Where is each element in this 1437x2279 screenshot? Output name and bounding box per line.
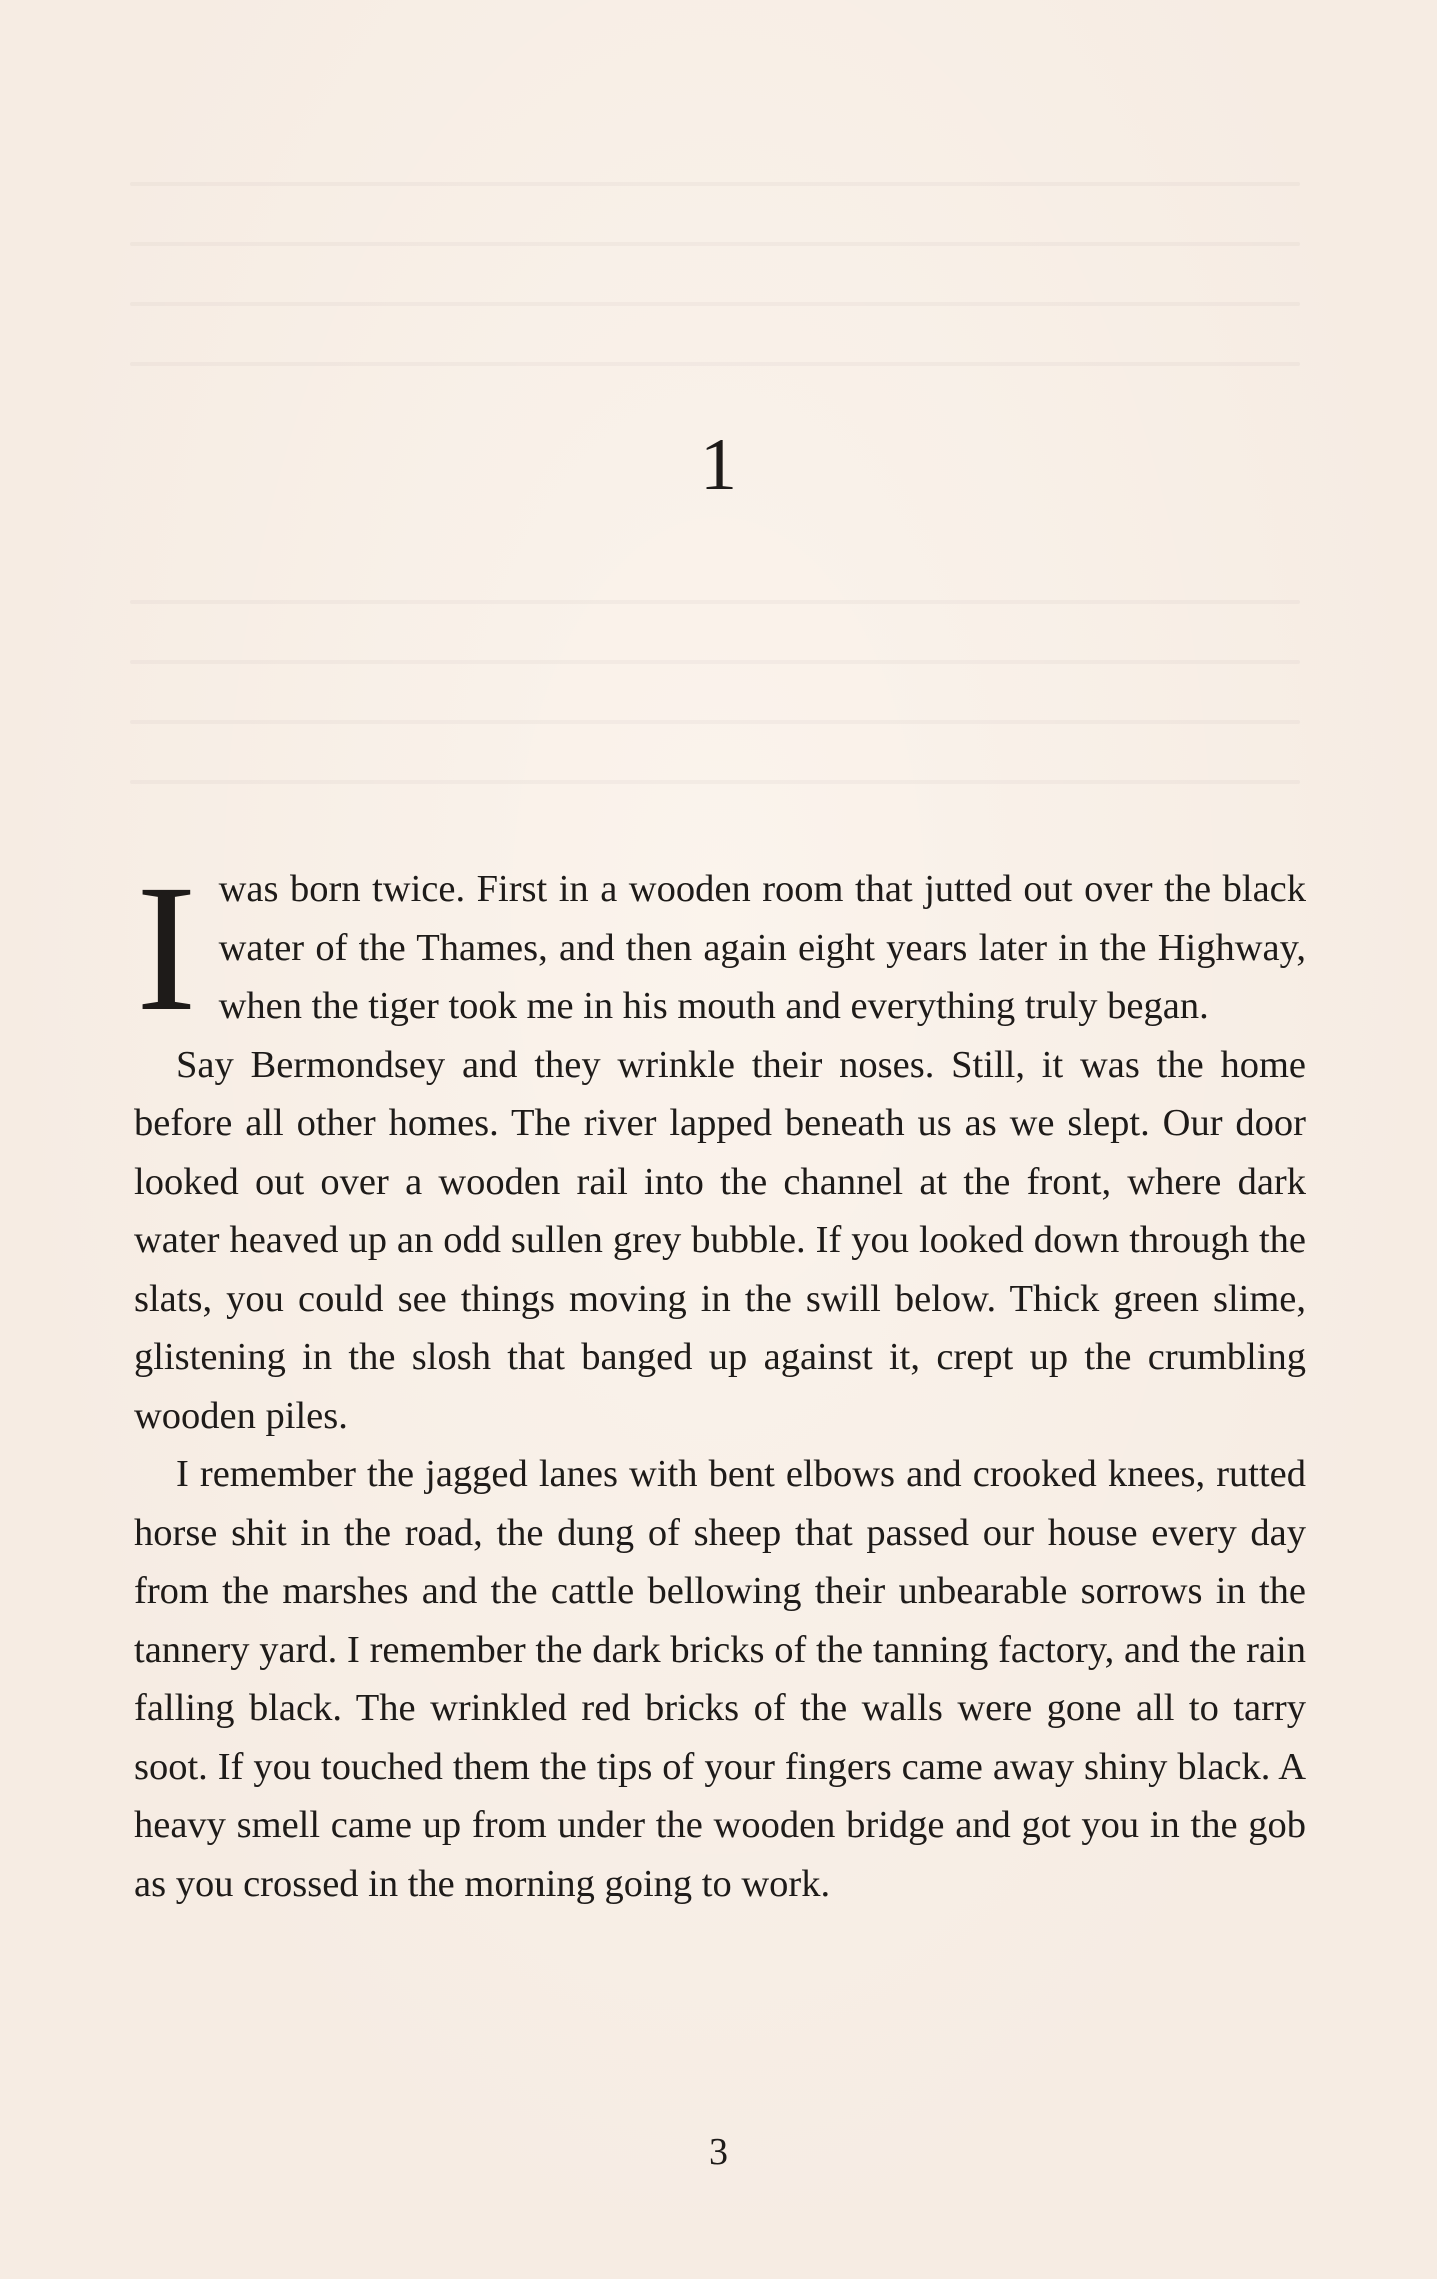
show-through-line <box>130 302 1300 306</box>
drop-cap: I <box>136 848 197 1049</box>
paragraph-opening-text: was born twice. First in a wooden room that jutted out over the black water of the Thames, and then again eight years later in the Highway, when the tiger took me in his mouth and everything truly began. <box>218 868 1306 1027</box>
chapter-number: 1 <box>700 424 737 506</box>
page-number: 3 <box>709 2131 728 2173</box>
show-through-line <box>130 182 1300 186</box>
show-through-line <box>130 720 1300 724</box>
chapter-body <box>134 848 1306 1913</box>
paragraph-second: Say Bermondsey and they wrinkle their noses. Still, it was the home before all other homes. The river lapped beneath us as we slept. Our door looked out over a wooden rail into the channel at the front, where dark water heaved up an odd sullen grey bubble. If you looked down through the slats, you could see things moving in the swill below. Thick green slime, glistening in the slosh that banged up against it, crept up the crumbling wooden piles. <box>134 1043 1306 1437</box>
show-through-line <box>130 780 1300 784</box>
paragraph-opening <box>134 848 1306 1049</box>
show-through-line <box>130 242 1300 246</box>
paragraph-third: I remember the jagged lanes with bent elbows and crooked knees, rutted horse shit in the road, the dung of sheep that passed our house every day from the marshes and the cattle bellowing their unbearable sorrows in the tannery yard. I remember the dark bricks of the tanning factory, and the rain falling black. The wrinkled red bricks of the walls were gone all to tarry soot. If you touched them the tips of your fingers came away shiny black. A heavy smell came up from under the wooden bridge and got you in the gob as you crossed in the morning going to work. <box>134 1453 1306 1905</box>
show-through-line <box>130 362 1300 366</box>
show-through-line <box>130 660 1300 664</box>
show-through-line <box>130 600 1300 604</box>
